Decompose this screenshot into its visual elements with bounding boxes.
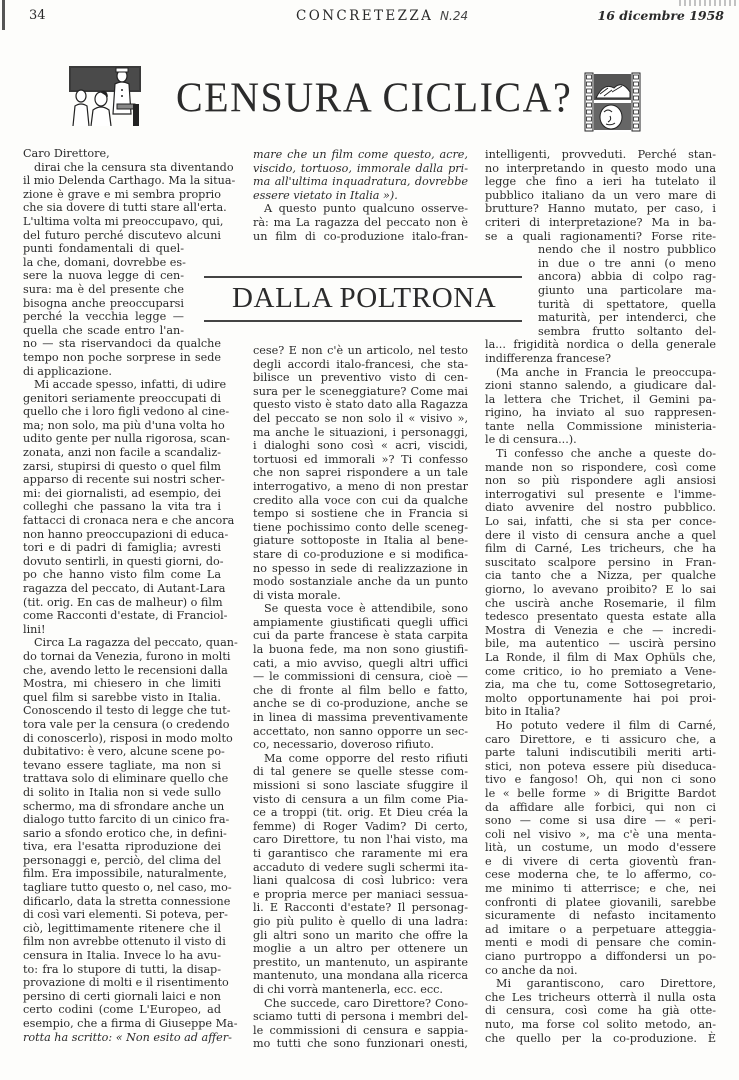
section-heading-box [204, 271, 522, 327]
magazine-title: CONCRETEZZA [296, 8, 434, 24]
paragraph-1: dirai che la censura sta diventando il mio Delenda Carthago. Ma la situa- zione è grave e mi sembra proprio che sia dovere di tutti stare all'erta. L'ultima volta mi preoccupavo, qui, del futuro perché discutevo alcuni punti fondamentali di quel- la che, domani, dovrebbe es- sere la nuova legge di cen- sura: ma è del presente che bisogna anche preoccuparsi perché la vecchia legge — quella che scade entro l'an- no — sta riservandoci da qualche tempo non poche sorprese in sede di applicazione. [23, 160, 236, 378]
article-column-2-top: mare che un film come questo, acre, viscido, tortuoso, immorale dalla pri- ma all'ultima inquadratura, dovrebbe essere vietato in Italia »). A questo punto qualcuno osserve- rà: ma La ragazza del peccato non è un film di co-produzione italo-fran- [253, 148, 468, 243]
running-header [0, 8, 739, 28]
handwritten-issue-note: N.24 [440, 9, 469, 23]
issue-date: 16 dicembre 1958 [597, 8, 724, 23]
cinema-audience-illustration [67, 64, 143, 126]
bottom-rule [204, 320, 522, 322]
top-rule [204, 276, 522, 278]
salutation: Caro Direttore, [23, 147, 110, 160]
scan-noise [679, 0, 739, 6]
article-column-2: cese? E non c'è un articolo, nel testo degli accordi italo-francesi, che sta- bilisce un preventivo visto di cen- sura per le sceneggiature? Come mai questo visto è stato dato alla Ragazza del peccato se non solo il « visivo », ma anche le situazioni, i personaggi, i dialoghi sono così « acri, viscidi, tortuosi ed immorali »? Ti confesso che non saprei rispondere a un tale interrogativo, a meno di non prestar credito alla voce con cui da qualche tempo si sostiene che in Francia si tiene pochissimo conto delle sceneg- giature sottoposte in Italia al bene- stare di co-produzione e si modifica- no spesso in sede di realizzazione in modo sostanziale anche da un punto di vista morale. Se questa voce è attendibile, sono ampiamente giustificati quegli uffici cui da parte francese è stata carpita la buona fede, ma non sono giustifi- cati, a mio avviso, quegli altri uffici — le commissioni di censura, cioè — che di fronte al film bello e fatto, anche se di co-produzione, anche se in linea di massima preventivamente accettato, non sanno opporre un sec- co, necessario, doveroso rifiuto. Ma come opporre del resto rifiuti di tal genere se quelle stesse com- missioni si sono lasciate sfuggire il visto di censura a un film come Pia- ce a troppi (tit. orig. Et Dieu créa la femme) di Roger Vadim? Di certo, caro Direttore, tu non l'hai visto, ma ti garantisco che raramente mi era accaduto di vedere sugli schermi ita- liani qualcosa di così lubrico: vera e propria merce per maniaci sessua- li. E Racconti d'estate? Il personag- gio più pulito è quello di una ladra: gli altri sono un marito che offre la moglie a un altro per ottenere un prestito, un mantenuto, un aspirante mantenuto, una mondana alla ricerca di chi vorrà mantenerla, ecc. ecc. Che succede, caro Direttore? Cono- sciamo tutti di persona i membri del- le commissioni di censura e sappia- mo tutti che sono funzionari onesti, [253, 344, 468, 1051]
article-column-1 [23, 147, 238, 1044]
paragraph-2: Mi accade spesso, infatti, di udire genitori seriamente preoccupati di quello che i loro figli vedono al cine- ma; non solo, ma più d'una volta ho udito gente per nulla rigorosa, scan- zonata, anzi non facile a scandaliz- zarsi, stupirsi di questo o quel film apparso di recente sui nostri scher- mi: dei giornalisti, ad esempio, dei colleghi che passano la vita tra i fattacci di cronaca nera e che ancora non hanno preoccupazioni di educa- tori e di padri di famiglia; avresti dovuto sentirli, in questi giorni, do- po che hanno visto film come La ragazza del peccato, di Autant-Lara (tit. orig. En cas de malheur) o film come Racconti d'estate, di Franciol- lini! [23, 378, 235, 636]
article-title: CENSURA CICLICA? [176, 73, 573, 122]
film-strip-illustration [584, 72, 641, 132]
page-number: 34 [29, 8, 46, 23]
section-heading: DALLA POLTRONA [232, 282, 497, 314]
magazine-name [296, 8, 468, 24]
article-column-3: intelligenti, provveduti. Perché stan- no interpretando in questo modo una legge che fino a ieri ha tutelato il pubblico italiano da un vero mare di brutture? Hanno mutato, per caso, i criteri di interpretazione? Ma in ba- se a quali ragionamenti? Forse rite- nendo che il nostro pubblico in due o tre anni (o meno ancora) abbia di colpo rag- giunto una particolare ma- turità di spettatore, quella maturità, per intenderci, che sembra frutto soltanto del- la... frigidità nordica o della generale indifferenza francese? (Ma anche in Francia le preoccupa- zioni stanno salendo, a giudicare dal- la lettera che Trichet, il Gemini pa- rigino, ha inviato al suo rappresen- tante nella Commissione ministeria- le di censura...). Ti confesso che anche a queste do- mande non so rispondere, così come non so più rispondere agli ansiosi interrogativi sul presente e l'imme- diato avvenire del nostro pubblico. Lo sai, infatti, che si sta per conce- dere il visto di censura anche a quel film di Carné, Les tricheurs, che ha suscitato scalpore persino in Fran- cia tanto che a Nizza, per qualche giorno, lo avevano proibito? E lo sai che uscirà anche Rosemarie, il film tedesco presentato questa estate alla Mostra di Venezia e che — incredi- bile, ma autentico — uscirà persino La Ronde, il film di Max Ophüls che, come critico, io ho premiato a Vene- zia, ma che tu, come Sottosegretario, molto opportunamente hai poi proi- bito in Italia? Ho potuto vedere il film di Carné, caro Direttore, e ti assicuro che, a parte taluni indiscutibili meriti arti- stici, non poteva essere più diseduca- tivo e fangoso! Oh, qui non ci sono le « belle forme » di Brigitte Bardot da affidare alle forbici, qui non ci sono — come si usa dire — « peri- coli nel visivo », ma c'è una menta- lità, un costume, un modo d'essere e di vivere di certa gioventù fran- cese moderna che, te lo affermo, co- me minimo ti atterrisce; e che, nei confronti di platee giovanili, sarebbe sicuramente di nefasto incitamento ad imitare o a perpetuare atteggia- menti e modi di pensare che comin- ciano purtroppo a diffondersi un po- co anche da noi. Mi garantiscono, caro Direttore, che Les tricheurs otterrà il nulla osta di censura, così come ha già otte- nuto, ma forse col solito metodo, an- che quello per la co-produzione. È [485, 148, 716, 1045]
paragraph-3: Circa La ragazza del peccato, quan- do tornai da Venezia, furono in molti che, avendo letto le recensioni dalla Mostra, mi chiesero in che limiti quel film si sarebbe visto in Italia. Conoscendo il testo di legge che tut- tora vale per la censura (o credendo di conoscerlo), risposi in modo molto dubitativo: è vero, alcune scene po- tevano essere tagliate, ma non si trattava solo di eliminare quello che di solito in Italia non si vede sullo schermo, ma di sfrondare anche un dialogo tutto farcito di un cinico fra- sario a sfondo erotico che, in defini- tiva, era l'esatta riproduzione dei personaggi e, perciò, del clima del film. Era impossibile, naturalmente, tagliare tutto questo o, nel caso, mo- dificarlo, data la stretta connessione di così vari elementi. Si poteva, per- ciò, legittimamente ritenere che il film non avrebbe ottenuto il visto di censura in Italia. Invece lo ha avu- to: fra lo stupore di tutti, la disap- provazione di molti e il risentimento persino di certi giornali laici e non certo codini (come L'Europeo, ad esempio, che a firma di Giuseppe Ma- rotta ha scritto: « Non esito ad affer- [23, 636, 238, 1044]
